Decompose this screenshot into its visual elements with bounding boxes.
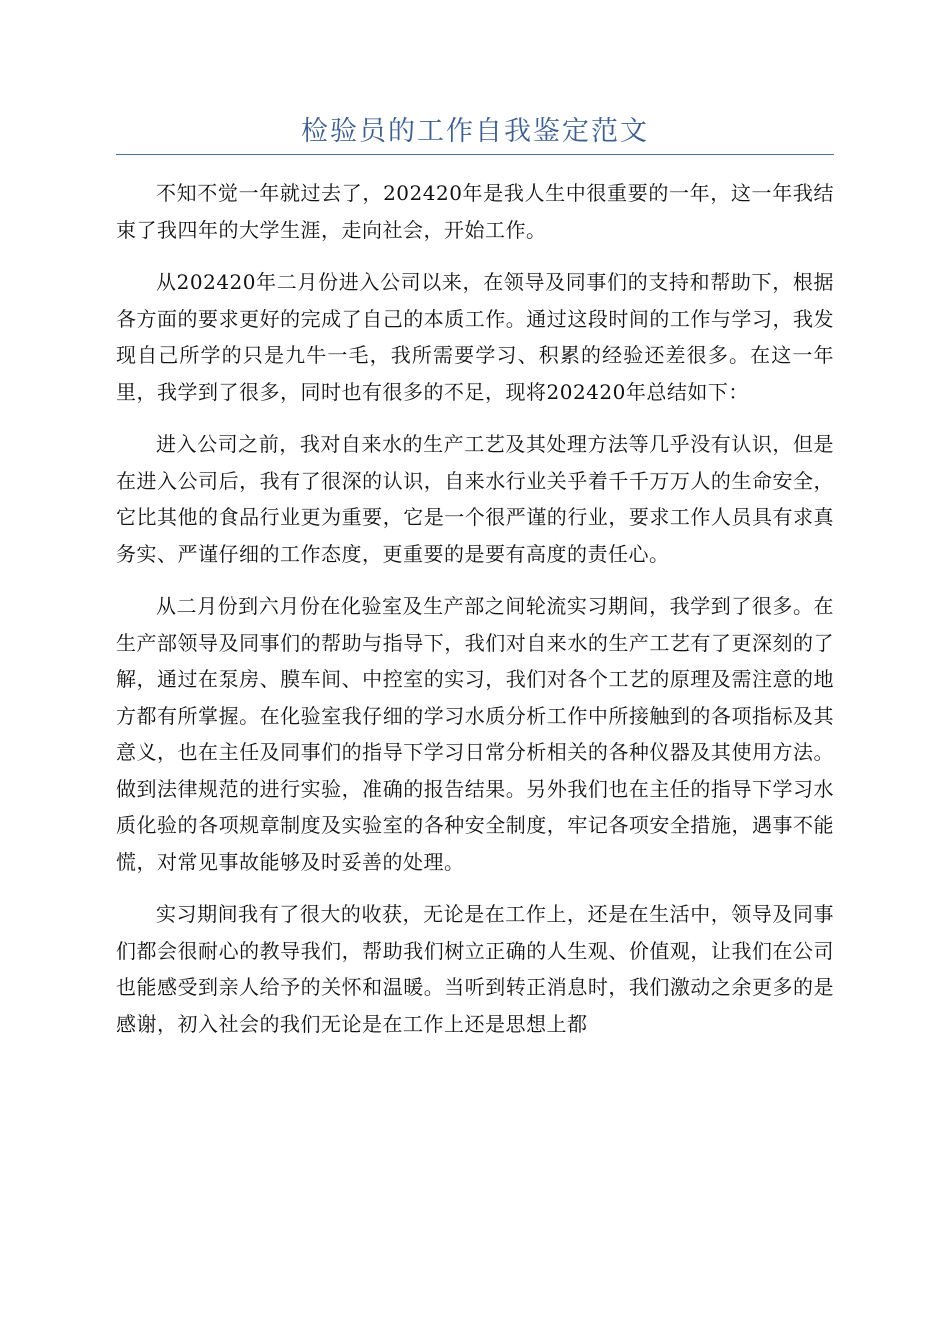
title-underline	[116, 154, 834, 155]
document-body	[116, 175, 834, 1058]
paragraph-4: 从二月份到六月份在化验室及生产部之间轮流实习期间，我学到了很多。在生产部领导及同事们的帮助与指导下，我们对自来水的生产工艺有了更深刻的了解，通过在泵房、膜车间、中控室的实习，我们对各个工艺的原理及需注意的地方都有所掌握。在化验室我仔细的学习水质分析工作中所接触到的各项指标及其意义，也在主任及同事们的指导下学习日常分析相关的各种仪器及其使用方法。做到法律规范的进行实验，准确的报告结果。另外我们也在主任的指导下学习水质化验的各项规章制度及实验室的各种安全制度，牢记各项安全措施，遇事不能慌，对常见事故能够及时妥善的处理。	[116, 594, 834, 874]
paragraph-2: 从202420年二月份进入公司以来，在领导及同事们的支持和帮助下，根据各方面的要求更好的完成了自己的本质工作。通过这段时间的工作与学习，我发现自己所学的只是九牛一毛，我所需要学习、积累的经验还差很多。在这一年里，我学到了很多，同时也有很多的不足，现将202420年总结如下：	[116, 270, 834, 404]
paragraph-1: 不知不觉一年就过去了，202420年是我人生中很重要的一年，这一年我结束了我四年的大学生涯，走向社会，开始工作。	[116, 181, 834, 242]
paragraph-3: 进入公司之前，我对自来水的生产工艺及其处理方法等几乎没有认识，但是在进入公司后，我有了很深的认识，自来水行业关乎着千千万万人的生命安全，它比其他的食品行业更为重要，它是一个很严谨的行业，要求工作人员具有求真务实、严谨仔细的工作态度，更重要的是要有高度的责任心。	[116, 432, 834, 566]
document-title: 检验员的工作自我鉴定范文	[301, 116, 649, 147]
paragraph-5: 实习期间我有了很大的收获，无论是在工作上，还是在生活中，领导及同事们都会很耐心的教导我们，帮助我们树立正确的人生观、价值观，让我们在公司也能感受到亲人给予的关怀和温暖。当听到转正消息时，我们激动之余更多的是感谢，初入社会的我们无论是在工作上还是思想上都	[116, 902, 834, 1036]
